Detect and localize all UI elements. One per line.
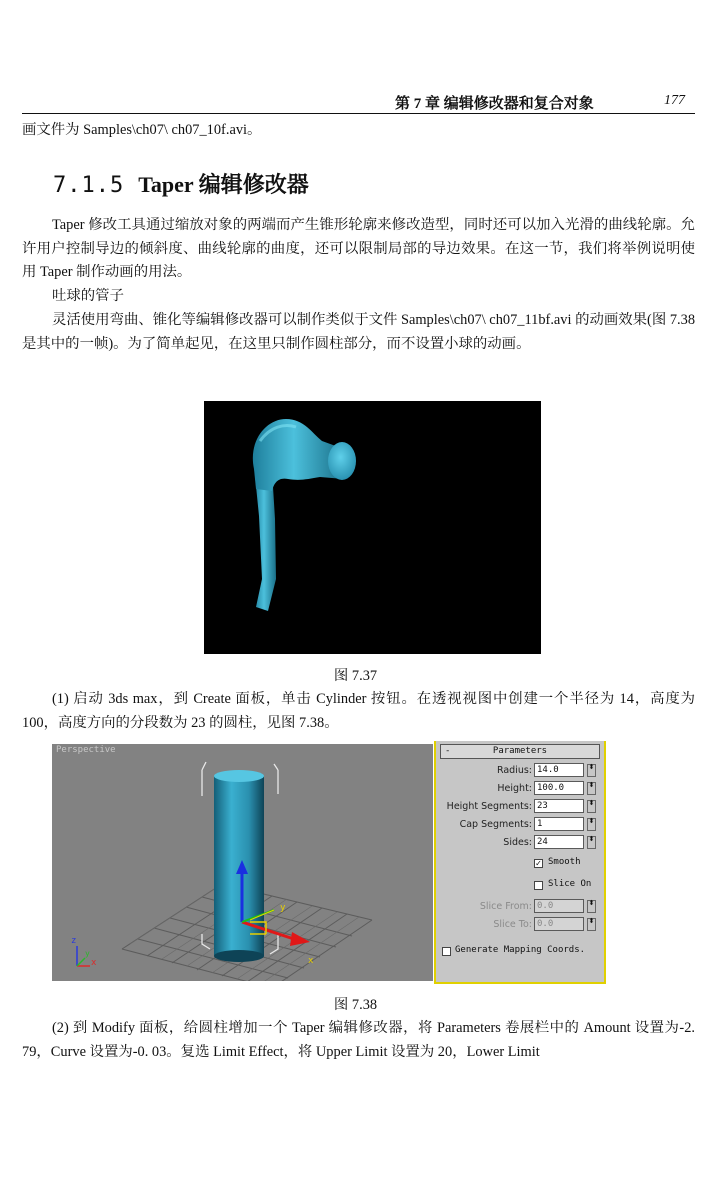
axis-x-label: x — [91, 958, 97, 968]
perspective-viewport[interactable] — [52, 744, 433, 981]
height-segments-label: Height Segments: — [446, 801, 532, 812]
slice-to-spinner[interactable]: ⬍ — [587, 918, 596, 931]
intro-line: 画文件为 Samples\ch07\ ch07_10f.avi。 — [22, 122, 262, 138]
gizmo-x-label: x — [308, 956, 314, 966]
slice-to-label: Slice To: — [493, 919, 532, 930]
height-segments-field[interactable]: 23 — [534, 799, 584, 813]
slice-to-field[interactable]: 0.0 — [534, 917, 584, 931]
header-rule — [22, 113, 695, 114]
param-row-height — [436, 781, 604, 797]
viewport-scene — [52, 744, 433, 981]
slice-on-label: Slice On — [548, 879, 592, 889]
slice-on-checkbox[interactable] — [534, 881, 543, 890]
height-segments-spinner[interactable]: ⬍ — [587, 800, 596, 813]
generate-mapping-checkbox[interactable] — [442, 947, 451, 956]
sides-field[interactable]: 24 — [534, 835, 584, 849]
cap-segments-spinner[interactable]: ⬍ — [587, 818, 596, 831]
height-field[interactable]: 100.0 — [534, 781, 584, 795]
parameters-rollout — [434, 741, 606, 984]
height-label: Height: — [497, 783, 532, 794]
viewport-label[interactable]: Perspective — [56, 745, 116, 755]
cap-segments-label: Cap Segments: — [459, 819, 532, 830]
height-spinner[interactable]: ⬍ — [587, 782, 596, 795]
param-row-height-segments — [436, 799, 604, 815]
param-row-cap-segments — [436, 817, 604, 833]
rollout-header[interactable] — [440, 744, 600, 759]
section-number: 7.1.5 — [53, 173, 125, 198]
sides-spinner[interactable]: ⬍ — [587, 836, 596, 849]
param-row-radius — [436, 763, 604, 779]
paragraph-step-1: (1) 启动 3ds max，到 Create 面板，单击 Cylinder 按钮。在透视视图中创建一个半径为 14，高度为 100，高度方向的分段数为 23 的圆柱，见图 7.38。 — [22, 691, 695, 731]
chapter-header: 第 7 章 编辑修改器和复合对象 — [395, 96, 594, 112]
page-number: 177 — [664, 93, 685, 108]
cap-segments-field[interactable]: 1 — [534, 817, 584, 831]
slice-from-field[interactable]: 0.0 — [534, 899, 584, 913]
radius-spinner[interactable]: ⬍ — [587, 764, 596, 777]
figure-7-37-caption: 图 7.37 — [333, 668, 378, 684]
radius-label: Radius: — [496, 765, 532, 776]
rollout-title: Parameters — [492, 746, 548, 756]
paragraph: Taper 修改工具通过缩放对象的两端而产生锥形轮廓来修改造型，同时还可以加入光滑的曲线轮廓。允许用户控制导边的倾斜度、曲线轮廓的曲度，还可以限制局部的导边效果。在这一节，我们将举例说明使用 Taper 制作动画的用法。 — [22, 217, 695, 280]
smooth-checkbox[interactable]: ✓ — [535, 859, 542, 868]
figure-7-37-render — [204, 401, 541, 654]
figure-7-38-caption: 图 7.38 — [333, 997, 378, 1013]
gizmo-y-label: y — [280, 903, 286, 913]
param-row-slice-to — [436, 917, 604, 933]
smooth-label: Smooth — [548, 857, 581, 867]
axis-y-label: y — [85, 949, 90, 958]
paragraph: 灵活使用弯曲、锥化等编辑修改器可以制作类似于文件 Samples\ch07\ ch07_11bf.avi 的动画效果(图 7.38 是其中的一帧)。为了简单起见，在这里只制作圆柱部分，而不设置小球的动画。 — [22, 312, 696, 352]
generate-mapping-label: Generate Mapping Coords. — [455, 945, 586, 955]
slice-from-spinner[interactable]: ⬍ — [587, 900, 596, 913]
slice-from-label: Slice From: — [479, 901, 532, 912]
section-title: Taper 编辑修改器 — [138, 172, 309, 197]
param-row-sides — [436, 835, 604, 851]
paragraph-step-2: (2) 到 Modify 面板，给圆柱增加一个 Taper 编辑修改器，将 Parameters 卷展栏中的 Amount 设置为-2. 79，Curve 设置为-0. 03。复选 Limit Effect，将 Upper Limit 设置为 20，Lower Limit — [22, 1020, 695, 1060]
radius-field[interactable]: 14.0 — [534, 763, 584, 777]
paragraph-subhead: 吐球的管子 — [52, 288, 124, 304]
param-row-slice-from — [436, 899, 604, 915]
axis-z-label: z — [71, 936, 77, 946]
bent-tube-illustration — [204, 401, 541, 654]
sides-label: Sides: — [503, 837, 532, 848]
section-heading — [53, 168, 309, 199]
collapse-toggle[interactable]: - — [445, 746, 451, 756]
